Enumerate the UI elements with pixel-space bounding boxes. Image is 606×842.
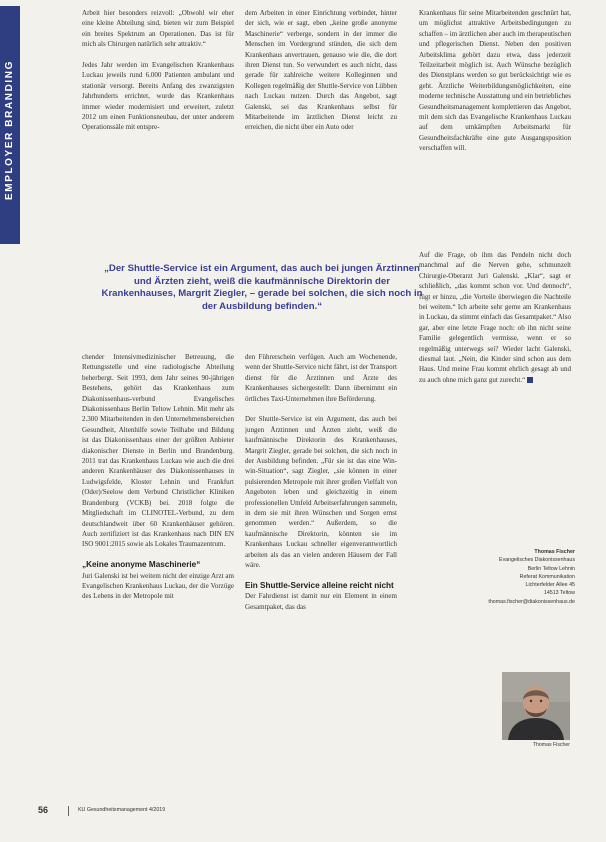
portrait-image xyxy=(502,672,570,740)
paragraph: Juri Galenski ist bei weitem nicht der einzige Arzt am Evangelischen Krankenhaus Luckau, der die Vorzüge des Lebens in der Metropole mit xyxy=(82,571,234,601)
subheading: „Keine anonyme Maschinerie“ xyxy=(82,560,201,570)
author-line: 14513 Teltow xyxy=(543,590,575,597)
paragraph: dem Arbeiten in einer Einrichtung verbindet, hinter der sich, wie er sagt, eben „keine große anonyme Maschinerie“ verberge, sondern in der immer die Menschen im Vordergrund stünden, die sich dem Krankenhaus anvertrauen, genauso wie die, die dort ihren Dienst tun. So verwundert es auch nicht, dass gerade für zahlreiche weitere Kolleginnen und Kollegen regelmäßig der Shuttle-Service von Lübben nach Luckau nutzen. Durch das Angebot, sagt Galenski, sei das Krankenhaus selbst für Mitarbeitende im ärztlichen Dienst leicht zu erreichen, die nicht über ein Auto oder xyxy=(245,9,397,132)
column-1-bottom xyxy=(82,352,234,836)
column-2-bottom xyxy=(245,352,397,836)
column-2-top xyxy=(245,8,397,242)
author-email: thomas.fischer@diakonissenhaus.de xyxy=(488,598,575,605)
paragraph-text: Auf die Frage, ob ihm das Pendeln nicht doch manchmal auf die Nerven gehe, schmunzelt Chirurgie-Oberarzt Juri Galenski. „Klar“, sagt er schließlich, „das kommt schon vor. Und dennoch“, fügt er hinzu, „die Vorteile überwiegen die Nachteile bei weitem.“ Ich arbeite sehr gerne am Krankenhaus in Luckau, da stimmt einfach das Gesamtpaket.“ Also gar, aber eine letzte Frage noch: ob ihn nicht seine Familie gelegentlich vermisse, wenn er so regelmäßig unterwegs sei? Wieder lacht Galenski, diesmal laut. „Nein, die Kinder sind schon aus dem Haus. Und meine Frau kommt ehrlich gesagt ab und zu auch ohne mich ganz gut zurecht.“ xyxy=(419,251,571,384)
column-1-top xyxy=(82,8,234,242)
page-number: 56 xyxy=(38,805,49,815)
author-line: Berlin Teltow Lehnin xyxy=(527,565,575,572)
author-contact xyxy=(430,548,575,606)
paragraph: chender Intensivmedizinischer Betreuung, die Rettungsstelle und eine radiologische Abteilung beherbergt. Seit 1993, dem Jahr seines 90-jährigen Bestehens, gehört das Krankenhaus zum Diakonissenhaus-verbund Evangelisches Diakonissenhaus Berlin Teltow Lehnin. Mit mehr als 2.300 Mitarbeitenden in den Unternehmensbereichen Gesundheit, Altenhilfe sowie Teilhabe und Bildung ist das Diakonissenhaus einer der größten Anbieter diakonischer Dienste in Berlin und Brandenburg. 2011 trat das Krankenhaus Luckau wie auch die drei anderen Krankenhäuser des Diakonissenhauses in Ludwigsfelde, Kloster Lehnin und Frankfurt (Oder)/Seelow dem Verbund Christlicher Kliniken Brandenburg (VCKB) bei. 2018 folgte die Mitgliedschaft im CLINOTEL-Verbund, zu dem deutschlandweit über 60 Krankenhäuser gehören. Auch zertifiziert ist das Krankenhaus nach DIN EN ISO 9001:2015 sowie als Lokales Traumazentrum. xyxy=(82,353,234,549)
column-3-middle xyxy=(419,250,571,500)
journal-name: KU Gesundheitsmanagement 4/2019 xyxy=(78,807,166,813)
pull-quote: „Der Shuttle-Service ist ein Argument, das auch bei jungen Ärztinnen und Ärzten zieht, weiß die kaufmännische Direktorin der Krankenhauses, Margrit Ziegler, – gerade bei solchen, die sich noch in der Ausbildung befinden.“ xyxy=(101,263,423,312)
author-line: Referat Kommunikation xyxy=(519,573,575,580)
column-3-top xyxy=(419,8,571,242)
author-photo xyxy=(502,672,570,740)
author-name: Thomas Fischer xyxy=(534,549,575,555)
paragraph: den Führerschein verfügen. Auch am Wochenende, wenn der Shuttle-Service nicht fährt, ist der Transport dienst für die Ärztinnen und Ärzte des Krankenhauses sichergestellt: Dann übernimmt ein örtliches Taxi-Unternehmen ihre Beförderung. xyxy=(245,353,397,403)
paragraph: Der Shuttle-Service ist ein Argument, das auch bei jungen Ärztinnen und Ärzten zieht, weiß die kaufmännische Direktorin des Krankenhauses, Margrit Ziegler, gerade bei solchen, die sich noch in der Ausbildung befinden. „Für sie ist das eine Win-win-Situation“, sagt Ziegler, „sie können in einer pulsierenden Metropole mit ihrer großen Vielfalt von Angeboten leben und gleichzeitig in einem professionellen Umfeld Arbeitserfahrungen sammeln, in dem sie mit ihren Wünschen und Sorgen ernst genommen werden.“ Außerdem, so die kaufmännische Direktorin, könnten sie im Krankenhaus Luckau schneller eigenverantwortlich arbeiten als das an vielen anderen Häusern der Fall wäre. xyxy=(245,415,397,570)
section-tab xyxy=(0,6,20,244)
paragraph: Arbeit hier besonders reizvoll: „Obwohl wir eher eine kleine Abteilung sind, bieten wir zum Beispiel ein breites Spektrum an Operationen. Das ist für mich als Chirurgen natürlich sehr attraktiv.“ xyxy=(82,9,234,49)
page-footer xyxy=(38,805,338,817)
author-line: Evangelisches Diakonissenhaus xyxy=(499,557,575,564)
section-label: EMPLOYER BRANDING xyxy=(4,60,15,200)
subheading: Ein Shuttle-Service alleine reicht nicht xyxy=(245,580,394,590)
paragraph: Der Fahrdienst ist damit nur ein Element in einem Gesamtpaket, das das xyxy=(245,592,397,611)
paragraph: Jedes Jahr werden im Evangelischen Krankenhaus Luckau jeweils rund 6.000 Patienten ambulant und stationär versorgt. Bereits Anfang des zwanzigsten Jahrhunderts errichtet, wurde das Krankenhaus immer wieder modernisiert und erweitert, zuletzt 2012 um einen Funktionsneubau, der unter anderem Operationssäle mit entspre- xyxy=(82,61,234,132)
author-line: Lichterfelder Allee 45 xyxy=(525,582,575,589)
end-mark-icon xyxy=(527,377,533,383)
paragraph: Krankenhaus für seine Mitarbeitenden geschnürt hat, um möglichst attraktive Arbeitsbedingungen zu schaffen – im ärztlichen aber auch im therapeutischen und pflegerischen Dienst. Neben den positiven Arbeitsklima gehört dazu etwa, dass jederzeit Teilzeitarbeit möglich ist. Auch Wünsche bezüglich des Dienstplans werden so gut berücksichtigt wie es geht. Ärztliche Weiterbildungsmöglichkeiten, eine moderne technische Ausstattung und ein betriebliches Gesundheitsmanagement komplettieren das Angebot, mit dem sich das Evangelische Krankenhaus Luckau auf dem umkämpften Arbeitsmarkt für Gesundheitsfachkräfte eine gute Ausgangsposition verschaffen will. xyxy=(419,9,571,153)
paragraph xyxy=(419,250,571,385)
photo-caption: Thomas Fischer xyxy=(532,742,570,748)
footer-divider xyxy=(68,806,69,816)
